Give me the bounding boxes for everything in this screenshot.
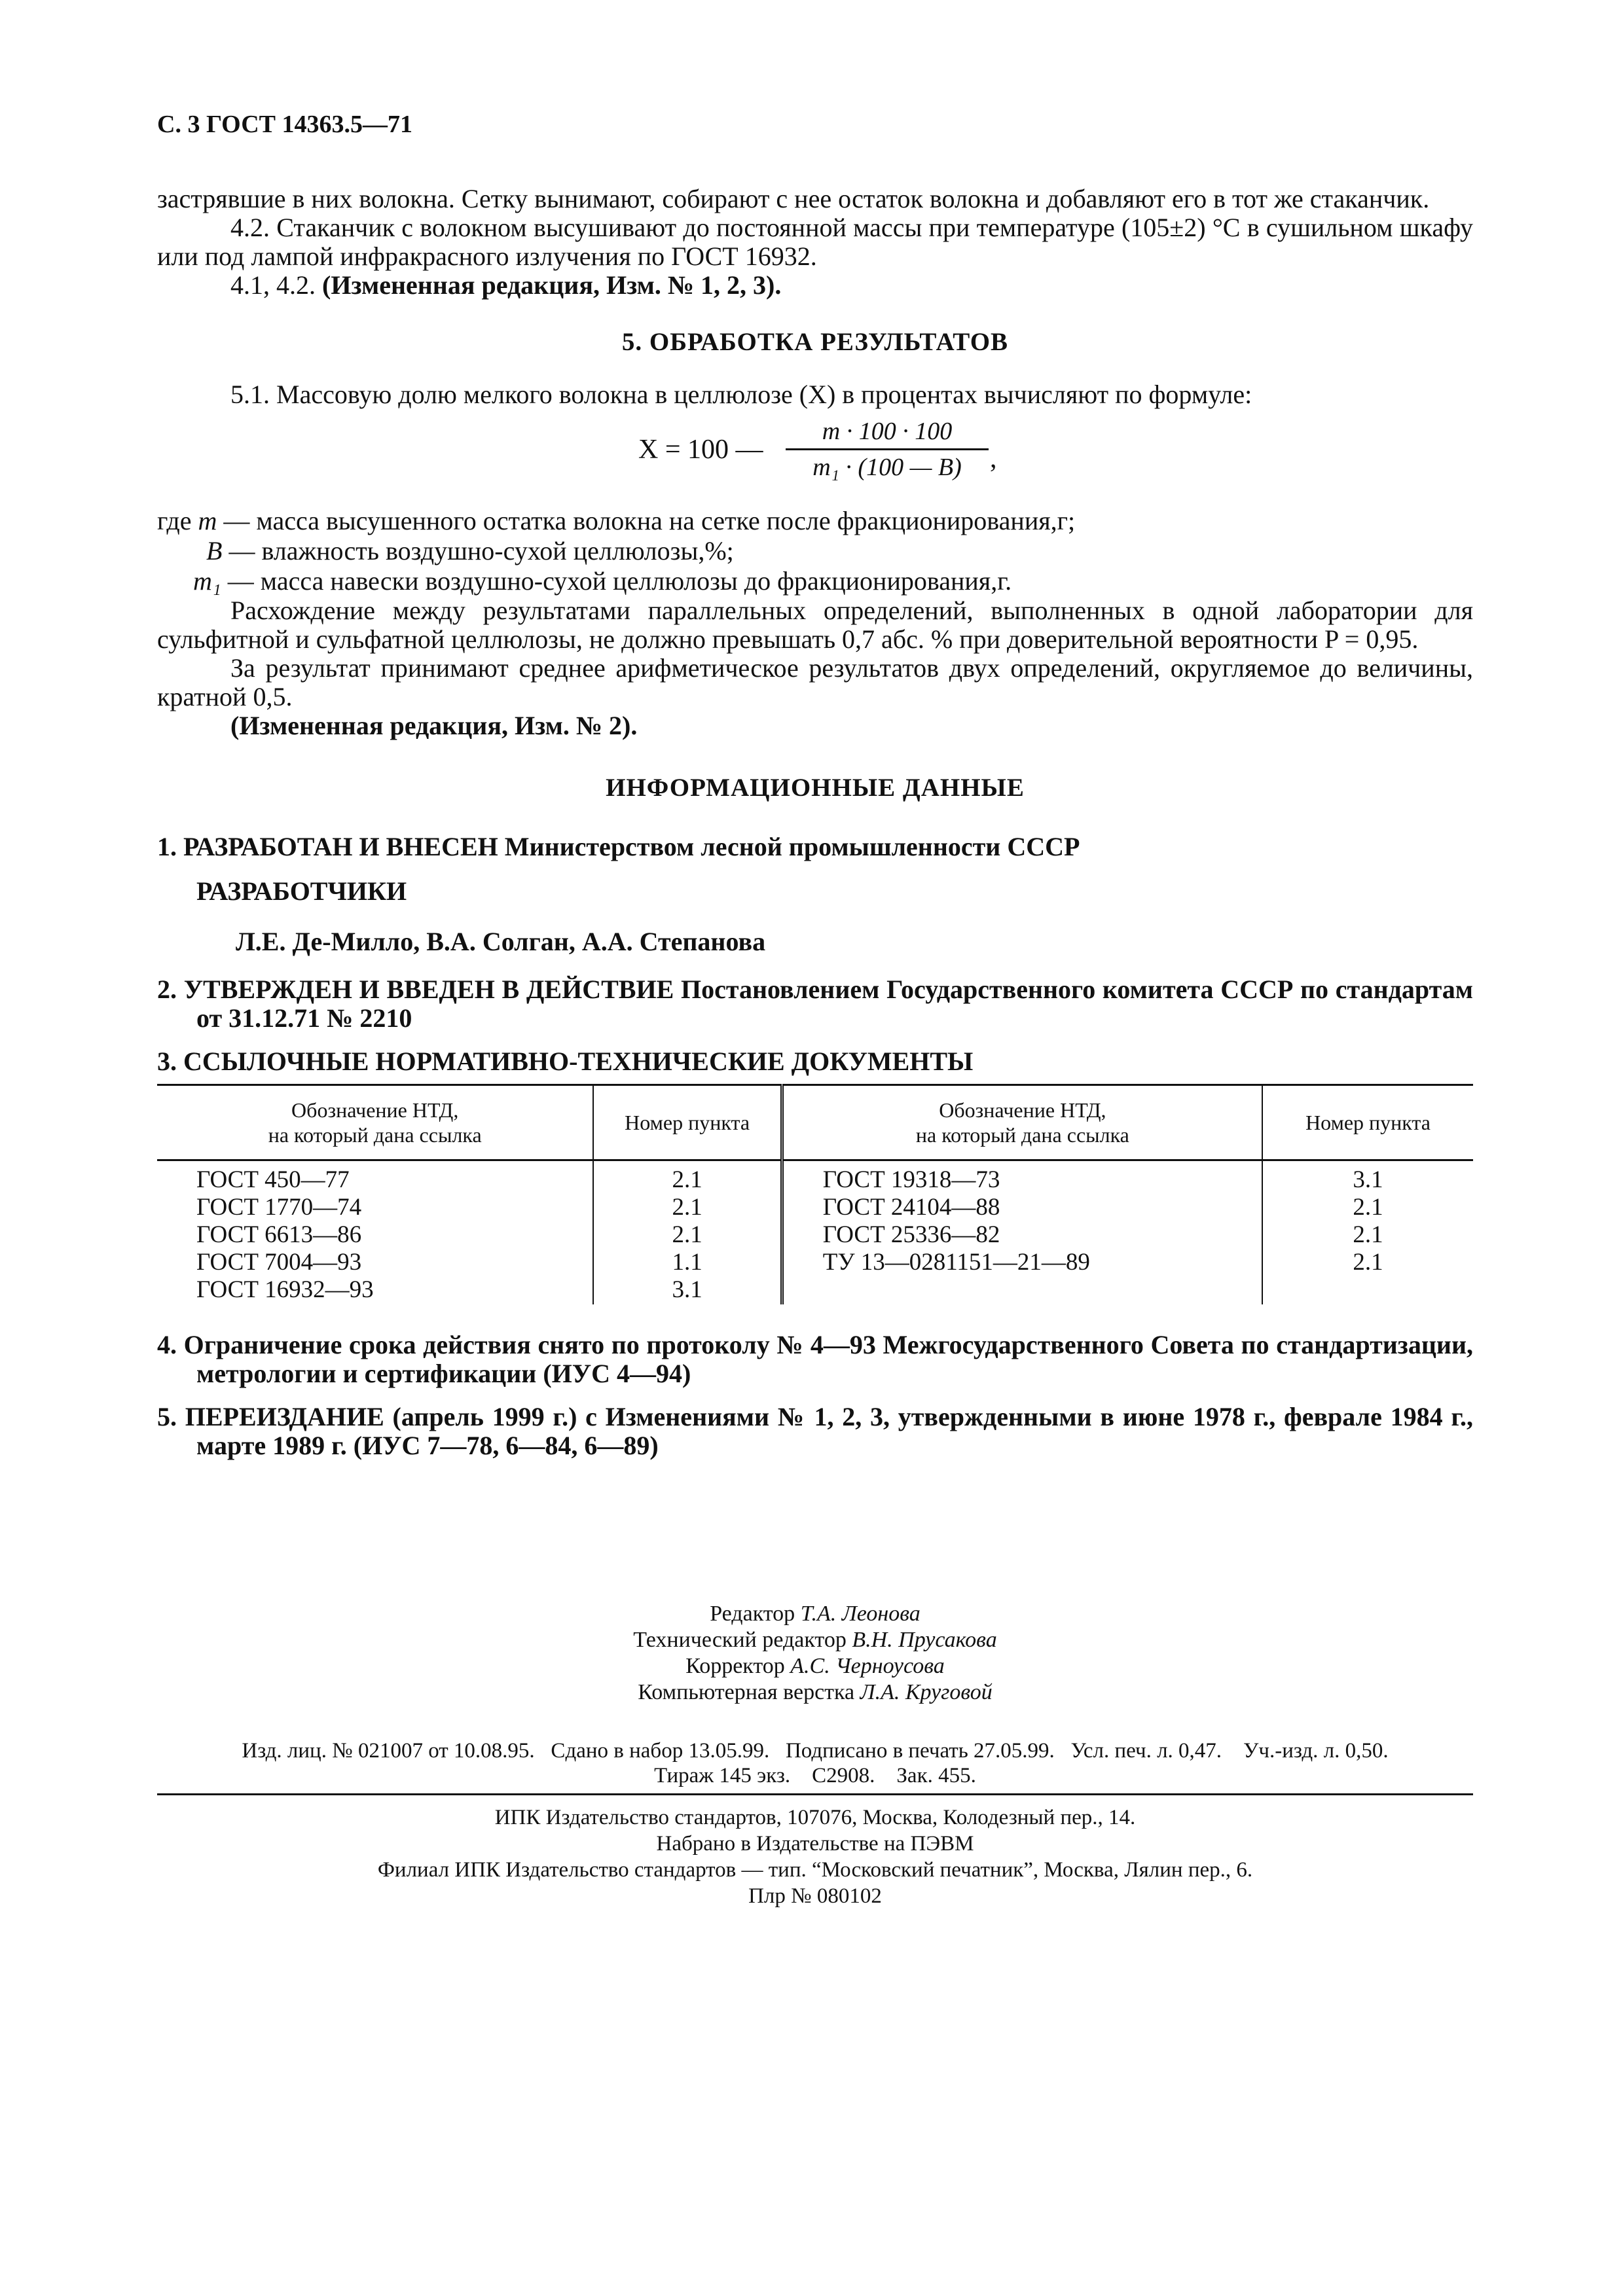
table-clauses-right	[1262, 1160, 1473, 1305]
imprint-line-2: Тираж 145 экз. С2908. Зак. 455.	[654, 1764, 976, 1787]
credit-role: Редактор	[710, 1602, 795, 1626]
legend-row	[157, 506, 1473, 536]
table-header-doc-left: Обозначение НТД, на который дана ссылка	[157, 1085, 593, 1160]
legend-text: — влажность воздушно-сухой целлюлозы,%;	[228, 536, 734, 565]
credit-role: Корректор	[685, 1654, 785, 1678]
legend-symbol: B	[206, 536, 223, 565]
reference-doc: ГОСТ 6613—86	[196, 1221, 362, 1248]
credit-name: А.С. Черноусова	[790, 1654, 945, 1678]
table-header-doc-right: Обозначение НТД, на который дана ссылка	[782, 1085, 1262, 1160]
legend-text: — масса высушенного остатка волокна на сетке после фракционирования,г;	[223, 506, 1076, 535]
reference-doc: ГОСТ 16932—93	[196, 1276, 374, 1303]
info-item-2: 2. УТВЕРЖДЕН И ВВЕДЕН В ДЕЙСТВИЕ Постановлением Государственного комитета СССР по стандартам от 31.12.71 № 2210	[157, 975, 1473, 1033]
formula-denominator: m₁ · (100 — B)	[812, 454, 962, 481]
reference-clause: 2.1	[672, 1194, 702, 1221]
amendment-note: (Измененная редакция, Изм. № 1, 2, 3).	[322, 270, 782, 300]
reference-clause: 1.1	[672, 1249, 702, 1276]
table-header-clause-right: Номер пункта	[1262, 1085, 1473, 1160]
credit-role: Технический редактор	[633, 1628, 847, 1652]
paragraph-amendment-4	[157, 271, 1473, 300]
credit-row	[157, 1601, 1473, 1627]
legend-row	[157, 536, 1473, 566]
footer-line: Набрано в Издательстве на ПЭВМ	[656, 1832, 974, 1856]
info-item-4: 4. Ограничение срока действия снято по протоколу № 4—93 Межгосударственного Совета по стандартизации, метрологии и сертификации (ИУС 4—94)	[157, 1330, 1473, 1388]
section-5-title: 5. ОБРАБОТКА РЕЗУЛЬТАТОВ	[621, 328, 1009, 356]
reference-table	[157, 1084, 1473, 1304]
reference-doc: ГОСТ 25336—82	[822, 1221, 1000, 1248]
paragraph-4-2: 4.2. Стаканчик с волокном высушивают до постоянной массы при температуре (105±2) °С в сушильном шкафу или под лампой инфракрасного излучения по ГОСТ 16932.	[157, 213, 1473, 271]
credit-row	[157, 1653, 1473, 1679]
imprint	[157, 1738, 1473, 1788]
footer-divider	[157, 1793, 1473, 1795]
footer-line: ИПК Издательство стандартов, 107076, Москва, Колодезный пер., 14.	[494, 1806, 1136, 1829]
legend-symbol: m₁	[193, 566, 221, 596]
amendment-note-5: (Измененная редакция, Изм. № 2).	[230, 711, 638, 740]
legend-row	[157, 566, 1473, 596]
info-item-1: 1. РАЗРАБОТАН И ВНЕСЕН Министерством лесной промышленности СССР	[157, 832, 1080, 861]
info-title: ИНФОРМАЦИОННЫЕ ДАННЫЕ	[606, 774, 1025, 802]
credit-row	[157, 1679, 1473, 1706]
info-item-3: 3. ССЫЛОЧНЫЕ НОРМАТИВНО-ТЕХНИЧЕСКИЕ ДОКУМЕНТЫ	[157, 1047, 974, 1076]
table-clauses-left	[593, 1160, 782, 1305]
imprint-line-1: Изд. лиц. № 021007 от 10.08.95. Сдано в набор 13.05.99. Подписано в печать 27.05.99. Усл. печ. л. 0,47. Уч.-изд. л. 0,50.	[242, 1739, 1389, 1763]
reference-doc: ГОСТ 7004—93	[196, 1249, 362, 1276]
credit-name: В.Н. Прусакова	[852, 1628, 997, 1652]
reference-clause: 2.1	[672, 1221, 702, 1248]
reference-doc: ГОСТ 450—77	[196, 1166, 350, 1193]
paragraph-result: За результат принимают среднее арифметическое результатов двух определений, округляемое до величины, кратной 0,5.	[157, 653, 1473, 711]
amendment-clauses: 4.1, 4.2.	[230, 270, 316, 300]
table-docs-right	[782, 1160, 1262, 1305]
formula-fraction	[786, 417, 989, 482]
reference-clause: 2.1	[672, 1166, 702, 1193]
formula	[157, 417, 1473, 489]
reference-clause: 2.1	[1353, 1249, 1383, 1276]
footer-line: Плр № 080102	[748, 1884, 882, 1908]
document-page	[157, 110, 1473, 1909]
reference-doc: ГОСТ 1770—74	[196, 1194, 362, 1221]
formula-suffix: ,	[990, 444, 997, 474]
table-body-row	[157, 1160, 1473, 1305]
legend-prefix: где	[157, 506, 192, 535]
credit-role: Компьютерная верстка	[638, 1680, 855, 1704]
legend-symbol: m	[198, 506, 217, 535]
reference-clause: 3.1	[672, 1276, 702, 1303]
formula-lhs: X = 100 —	[638, 435, 763, 465]
table-header-row	[157, 1085, 1473, 1160]
paragraph-5-1: 5.1. Массовую долю мелкого волокна в целлюлозе (X) в процентах вычисляют по формуле:	[230, 380, 1252, 409]
formula-legend	[157, 506, 1473, 596]
credits	[157, 1601, 1473, 1706]
reference-doc: ТУ 13—0281151—21—89	[822, 1249, 1090, 1276]
credit-name: Т.А. Леонова	[800, 1602, 921, 1626]
reference-clause: 3.1	[1353, 1166, 1383, 1193]
reference-clause: 2.1	[1353, 1194, 1383, 1221]
credit-row	[157, 1627, 1473, 1653]
paragraph-intro-1: застрявшие в них волокна. Сетку вынимают, собирают с нее остаток волокна и добавляют его в тот же стаканчик.	[157, 184, 1430, 213]
credit-name: Л.А. Круговой	[860, 1680, 993, 1704]
reference-doc: ГОСТ 19318—73	[822, 1166, 1000, 1193]
formula-numerator: m · 100 · 100	[786, 417, 989, 450]
publisher-footer	[157, 1804, 1473, 1909]
info-item-5: 5. ПЕРЕИЗДАНИЕ (апрель 1999 г.) с Изменениями № 1, 2, 3, утвержденными в июне 1978 г., феврале 1984 г., марте 1989 г. (ИУС 7—78, 6—84, 6—89)	[157, 1402, 1473, 1460]
paragraph-discrepancy: Расхождение между результатами параллельных определений, выполненных в одной лаборатории для сульфитной и сульфатной целлюлозы, не должно превышать 0,7 абс. % при доверительной вероятности P = 0,95.	[157, 596, 1473, 654]
developers-label: РАЗРАБОТЧИКИ	[196, 876, 407, 906]
legend-text: — масса навески воздушно-сухой целлюлозы до фракционирования,г.	[227, 566, 1012, 596]
table-docs-left	[157, 1160, 593, 1305]
reference-clause: 2.1	[1353, 1221, 1383, 1248]
page-header: С. 3 ГОСТ 14363.5—71	[157, 111, 412, 138]
footer-line: Филиал ИПК Издательство стандартов — тип. “Московский печатник”, Москва, Лялин пер., 6.	[377, 1858, 1253, 1882]
developers-names: Л.Е. Де-Милло, В.А. Солган, А.А. Степанова	[236, 927, 766, 956]
reference-doc: ГОСТ 24104—88	[822, 1194, 1000, 1221]
table-header-clause-left: Номер пункта	[593, 1085, 782, 1160]
